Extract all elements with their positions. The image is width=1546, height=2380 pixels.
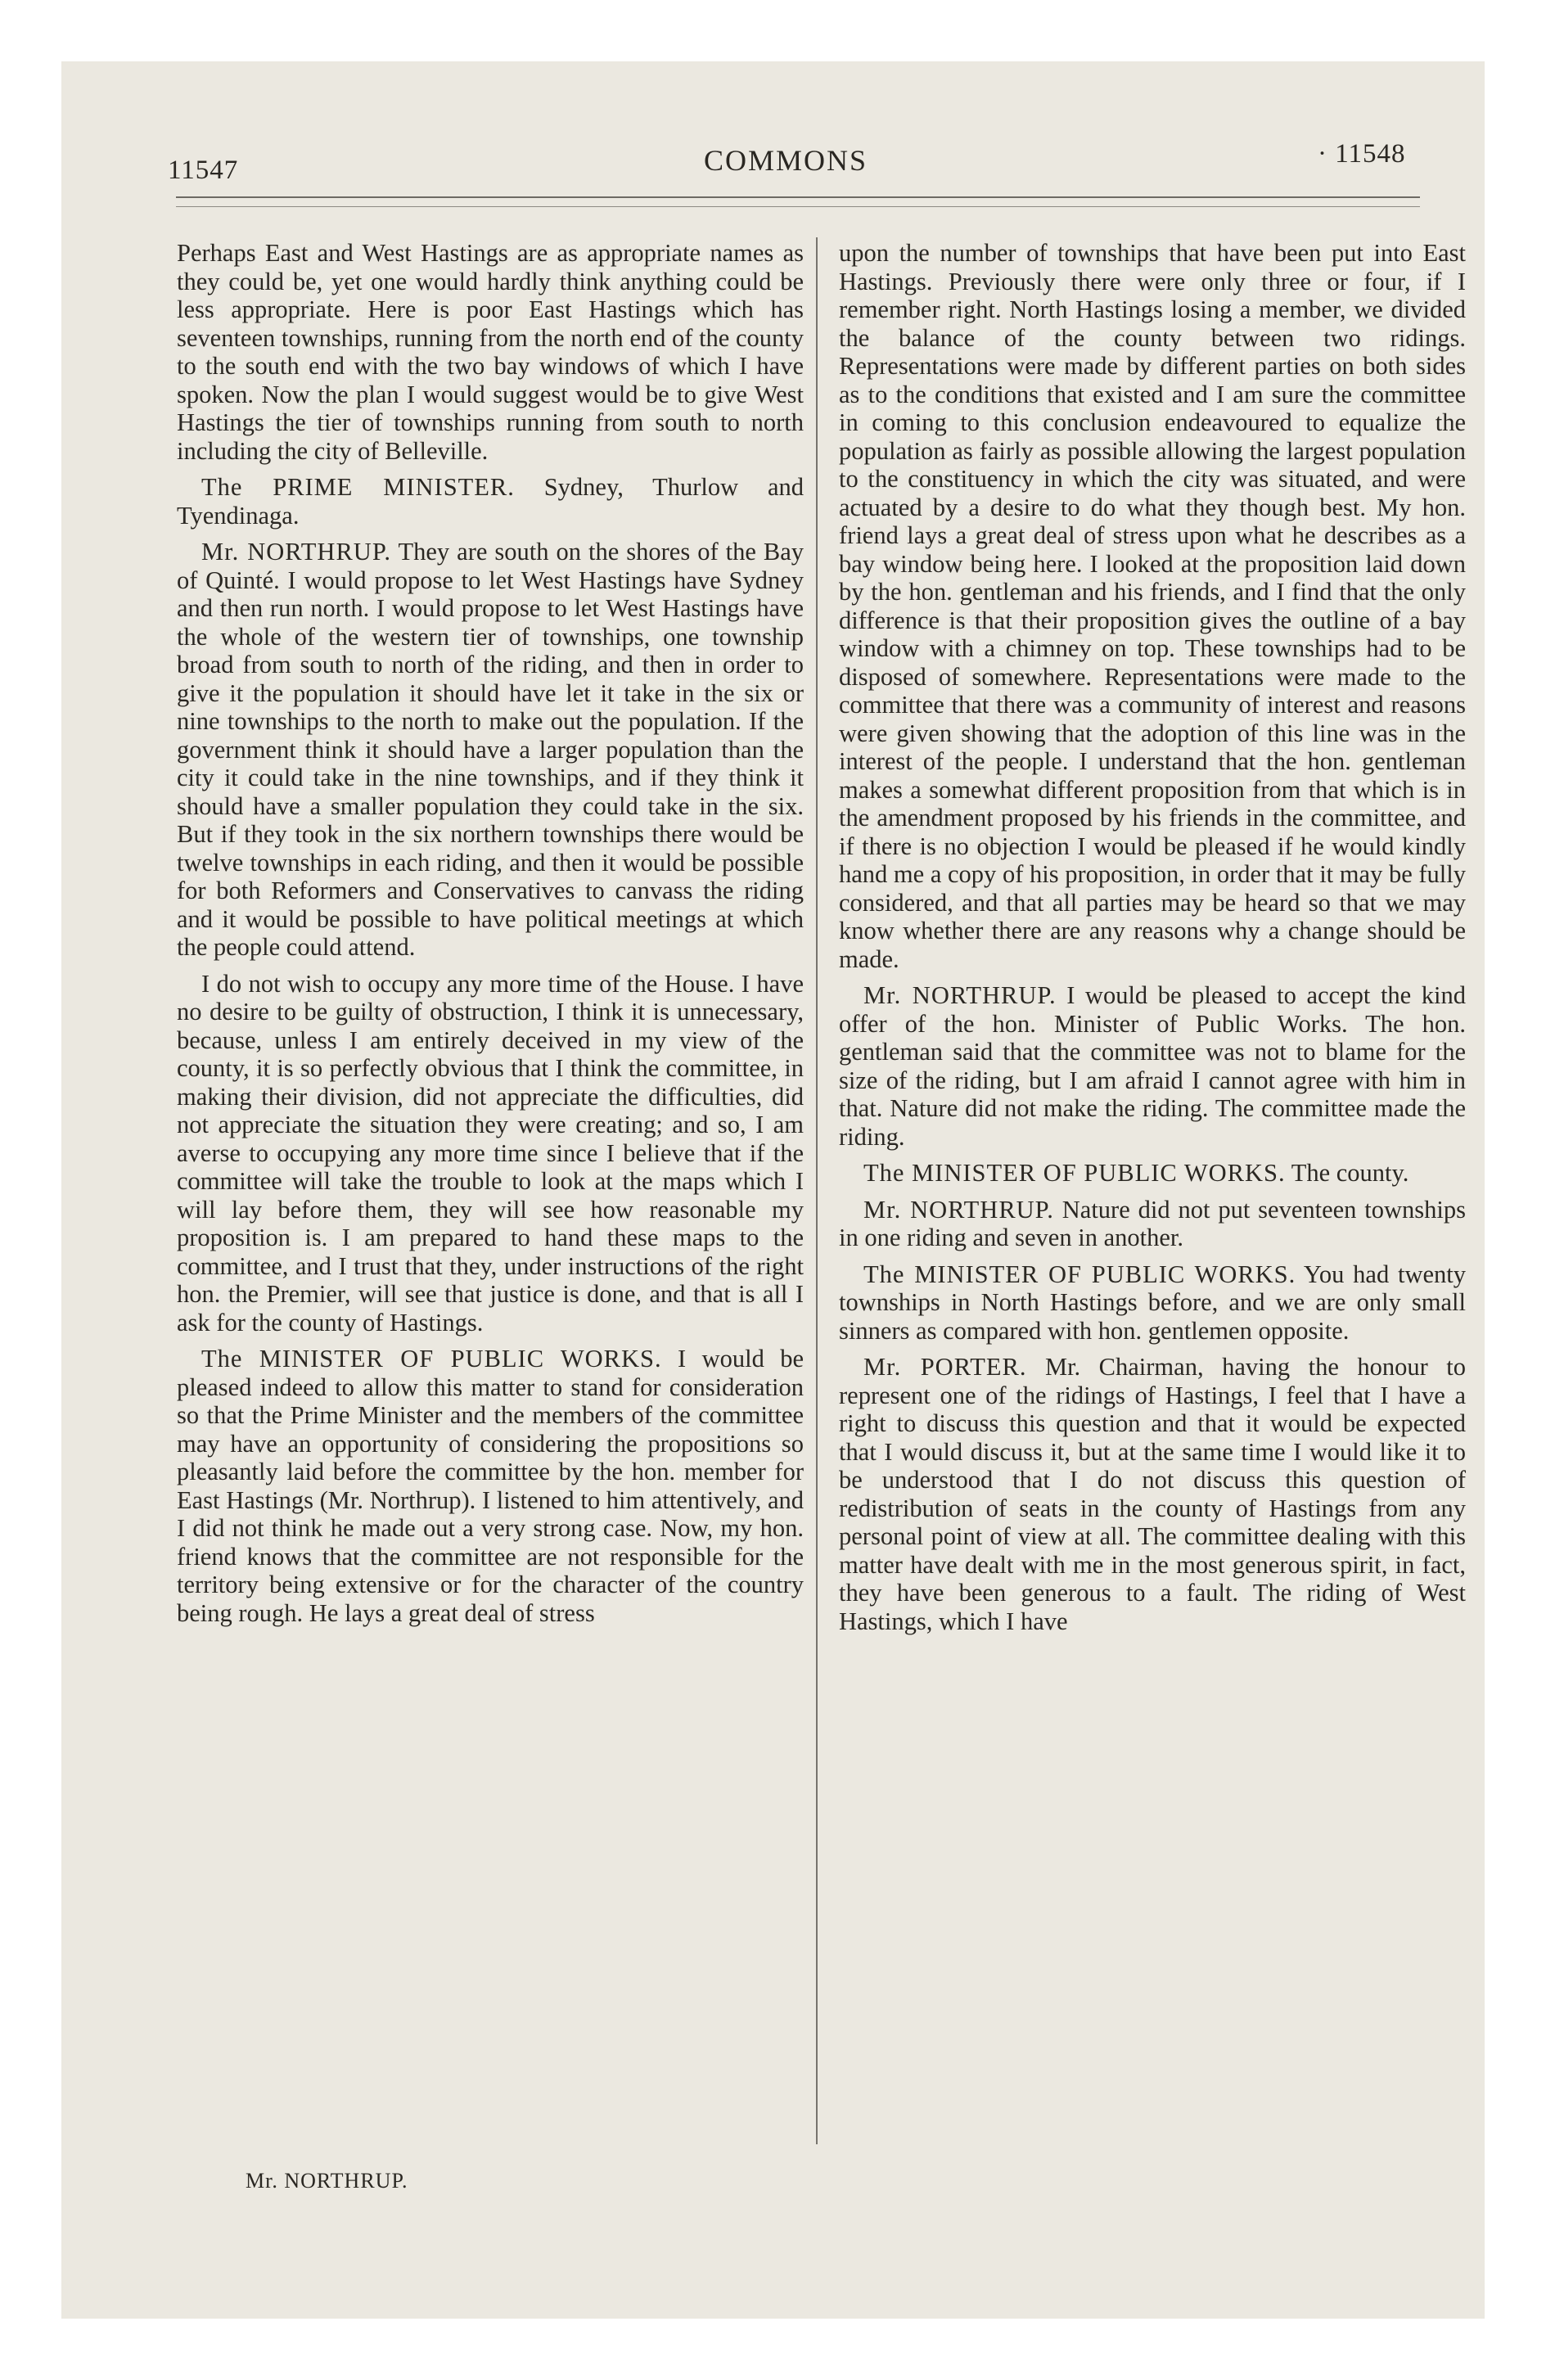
column-divider — [816, 237, 818, 2144]
speaker-name: The MINISTER OF PUBLIC WORKS. — [863, 1260, 1296, 1288]
left-column — [177, 239, 804, 1635]
running-title: COMMONS — [704, 144, 868, 177]
paragraph-text: Perhaps East and West Hastings are as appropriate names as they could be, yet one would hardly think anything could be less appropriate. Here is poor East Hastings which has seventeen townships, running from the north end of the county to the south end with the two bay windows of which I have spoken. Now the plan I would suggest would be to give West Hastings the tier of townships running from south to north including the city of Belleville. — [177, 239, 804, 465]
right-column — [839, 239, 1466, 1643]
speaker-name: Mr. NORTHRUP. — [201, 538, 392, 566]
paragraph-text: Mr. Chairman, having the honour to represent one of the ridings of Hastings, I feel that I have a right to discuss this question and that it would be expected that I would discuss it, but at the same time I would like it to be understood that I do not discuss this question of redistribution of seats in the county of Hastings from any personal point of view at all. The committee dealing with this matter have dealt with me in the most generous spirit, in fact, they have been generous to a fault. The riding of West Hastings, which I have — [839, 1353, 1466, 1635]
paragraph — [839, 1260, 1466, 1346]
paragraph-text: You had twenty townships in North Hastings before, and we are only small sinners as compared with hon. gentlemen opposite. — [839, 1260, 1466, 1345]
page-number-right: · 11548 — [1318, 139, 1406, 169]
paragraph-text: I would be pleased indeed to allow this matter to stand for consideration so that the Prime Minister and the members of the committee may have an opportunity of considering the propositions so pleasantly laid before the committee by the hon. member for East Hastings (Mr. Northrup). I listened to him attentively, and I did not think he made out a very strong case. Now, my hon. friend knows that the committee are not responsible for the territory being extensive or for the character of the country being rough. He lays a great deal of stress — [177, 1345, 804, 1627]
speaker-name: Mr. NORTHRUP. — [863, 1195, 1054, 1224]
paragraph — [839, 1159, 1466, 1188]
paragraph-text: I would be pleased to accept the kind offer of the hon. Minister of Public Works. The hon. gentleman said that the committee was not to blame for the size of the riding, but I am afraid I cannot agree with him in that. Nature did not make the riding. The committee made the riding. — [839, 981, 1467, 1151]
paragraph-text: They are south on the shores of the Bay of Quinté. I would propose to let West Hastings have Sydney and then run north. I would propose to let West Hastings have the whole of the western tier of townships, one township broad from south to north of the riding, and then in order to give it the population it should have let it take in the six or nine townships to the north to make out the population. If the government think it should have a larger population than the city it could take in the nine townships, and if they think it should have a smaller population they could take in the six. But if they took in the six northern townships there would be twelve townships in each riding, and then it would be possible for both Reformers and Conservatives to canvass the riding and it would be possible to have political meetings at which the people could attend. — [177, 538, 805, 961]
speaker-name: Mr. NORTHRUP. — [863, 981, 1057, 1009]
header-rule — [176, 196, 1420, 198]
speaker-name: The MINISTER OF PUBLIC WORKS. — [201, 1345, 662, 1373]
page-header — [0, 123, 1546, 188]
footer-speaker-name: Mr. NORTHRUP. — [246, 2169, 408, 2193]
paragraph — [177, 239, 804, 465]
paragraph — [839, 981, 1466, 1151]
paragraph-text: upon the number of townships that have been put into East Hastings. Previously there were only three or four, if I remember right. North Hastings losing a member, we divided the balance of the county between two ridings. Representations were made by different parties on both sides as to the conditions that existed and I am sure the committee in coming to this conclusion endeavoured to equalize the population as fairly as possible allowing the largest population to the constituency in which the city was situated, and were actuated by a desire to do what they though best. My hon. friend lays a great deal of stress upon what he describes as a bay window being here. I looked at the proposition laid down by the hon. gentleman and his friends, and I find that the only difference is that their proposition gives the outline of a bay window with a chimney on top. These townships had to be disposed of somewhere. Representations were made to the committee that there was a community of interest and reasons were given showing that the adoption of this line was in the interest of the people. I understand that the hon. gentleman makes a somewhat different proposition from that which is in the amendment proposed by his friends in the committee, and if there is no objection I would be pleased if he would kindly hand me a copy of his proposition, in order that it may be fully considered, and that all parties may be heard so that we may know whether there are any reasons why a change should be made. — [839, 239, 1466, 973]
paragraph-text: Sydney, Thurlow and Tyendinaga. — [177, 473, 804, 530]
paragraph — [839, 239, 1466, 973]
paragraph — [177, 538, 804, 962]
paragraph-text: The county. — [1285, 1159, 1409, 1187]
paragraph-text: Nature did not put seventeen townships in one riding and seven in another. — [839, 1195, 1466, 1251]
speaker-name: The MINISTER OF PUBLIC WORKS. — [863, 1159, 1286, 1187]
paragraph — [839, 1196, 1466, 1252]
paragraph — [177, 473, 804, 530]
page-number-left: 11547 — [168, 156, 239, 185]
paragraph — [177, 970, 804, 1337]
speaker-name: Mr. PORTER. — [863, 1353, 1027, 1381]
paragraph — [839, 1353, 1466, 1635]
header-rule-thin — [176, 206, 1420, 207]
paragraph — [177, 1345, 804, 1627]
speaker-name: The PRIME MINISTER. — [201, 473, 515, 501]
paragraph-text: I do not wish to occupy any more time of the House. I have no desire to be guilty of obstruction, I think it is unnecessary, because, unless I am entirely deceived in my view of the county, it is so perfectly obvious that I think the committee, in making their division, did not appreciate the difficulties, did not appreciate the situation they were creating; and so, I am averse to occupying any more time since I believe that if the committee will take the trouble to look at the maps which I will lay before them, they will see how reasonable my proposition is. I am prepared to hand these maps to the committee, and I trust that they, under instructions of the right hon. the Premier, will see that justice is done, and that is all I ask for the county of Hastings. — [177, 969, 804, 1336]
